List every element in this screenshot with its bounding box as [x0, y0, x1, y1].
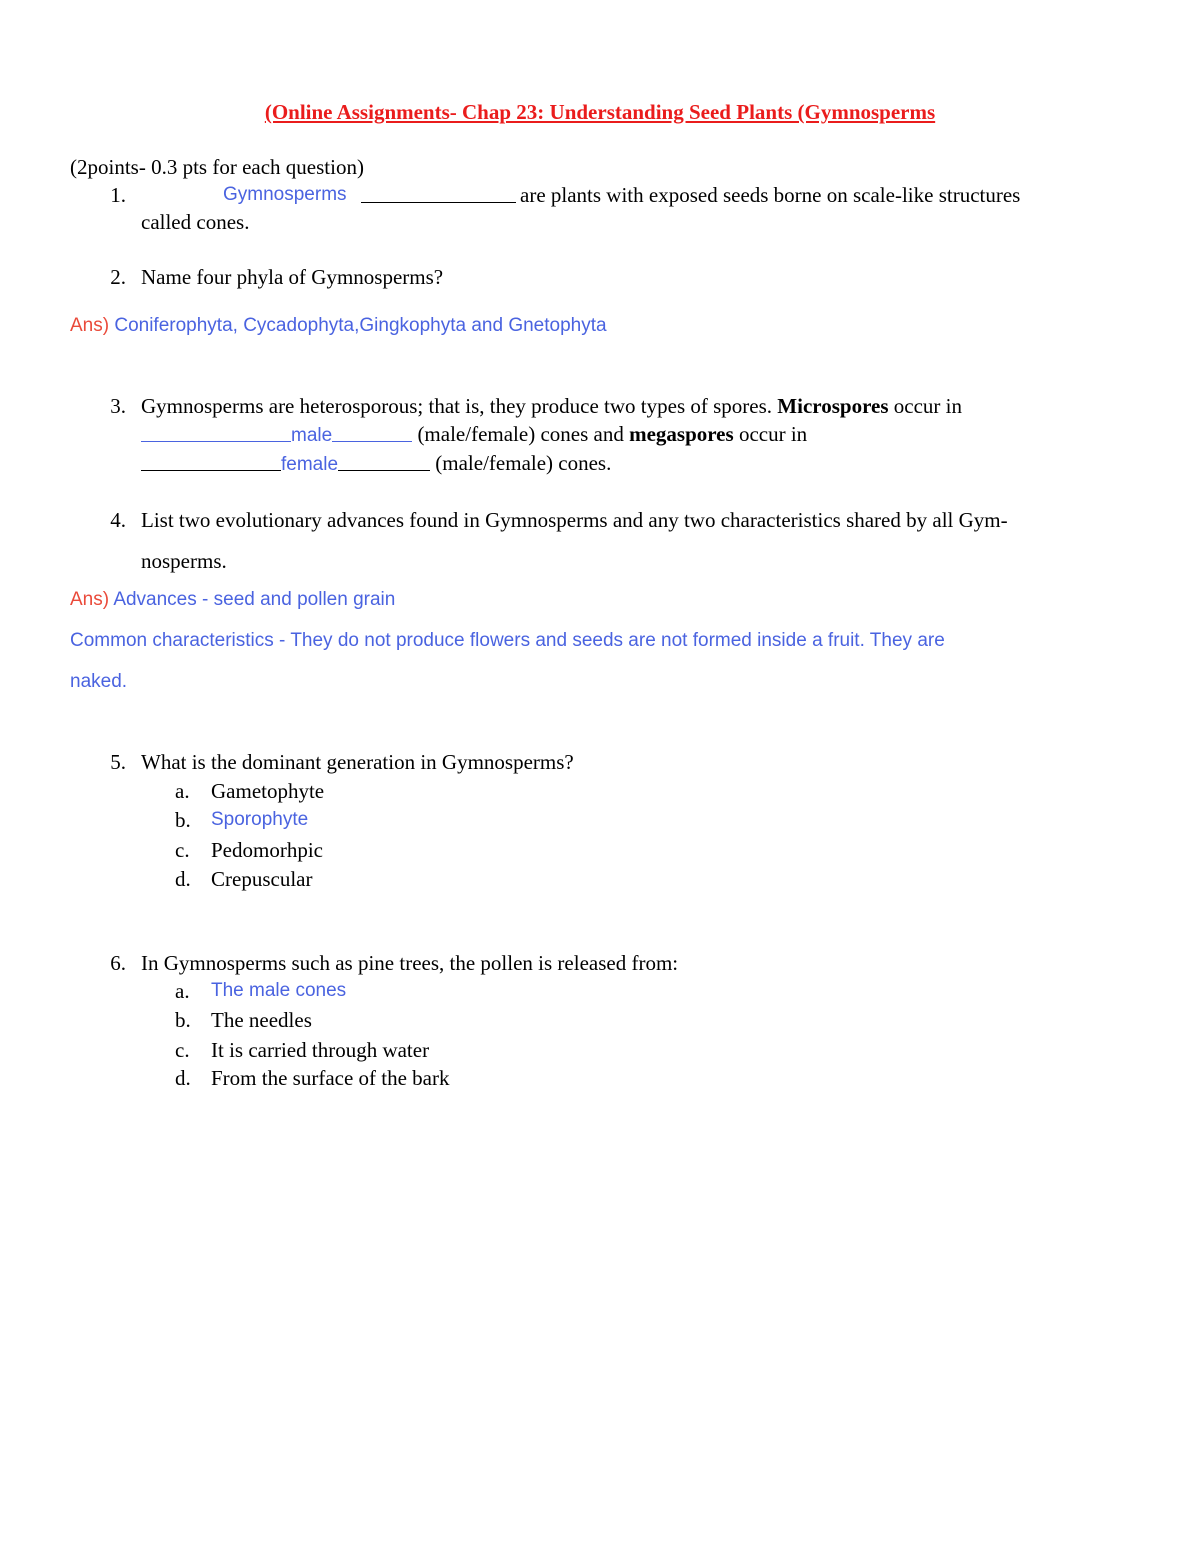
- answer-text: Advances - seed and pollen grain: [113, 589, 396, 610]
- option-5c[interactable]: [175, 838, 323, 862]
- option-letter: d.: [175, 1066, 191, 1090]
- question-number: 2.: [110, 265, 126, 289]
- answer-4-characteristics: Common characteristics - They do not produce flowers and seeds are not formed inside a fruit. They are: [70, 630, 945, 651]
- page-title: [0, 102, 1200, 123]
- question-number: 5.: [110, 750, 126, 774]
- answer-underline: [332, 440, 412, 442]
- answer-text: Coniferophyta, Cycadophyta,Gingkophyta and Gnetophyta: [114, 315, 607, 336]
- question-number: 3.: [110, 394, 126, 418]
- option-6a[interactable]: [175, 979, 347, 1003]
- option-text: It is carried through water: [211, 1038, 430, 1062]
- option-letter: c.: [175, 838, 190, 862]
- option-letter: b.: [175, 808, 191, 832]
- points-line: (2points- 0.3 pts for each question): [70, 155, 364, 179]
- answer-4-characteristics-line2: naked.: [70, 671, 128, 692]
- question-number: 4.: [110, 508, 126, 532]
- answer-underline: [338, 469, 430, 471]
- title-text: (Online Assignments- Chap 23: Understanding Seed Plants (Gymnosperms: [264, 100, 936, 124]
- option-6c[interactable]: [175, 1038, 430, 1062]
- option-text-correct: The male cones: [211, 980, 347, 1001]
- ans-label: Ans): [70, 315, 110, 336]
- option-text: Pedomorhpic: [211, 838, 323, 862]
- option-letter: b.: [175, 1008, 191, 1032]
- question-3-line2: male (male/female) cones and megaspores occur in: [141, 424, 807, 445]
- option-letter: c.: [175, 1038, 190, 1062]
- answer-underline: [141, 440, 291, 442]
- answer-blank-female[interactable]: female: [281, 454, 339, 475]
- question-1-line2: called cones.: [141, 210, 250, 234]
- question-4-line2: nosperms.: [141, 549, 227, 573]
- answer-blank-male[interactable]: male: [291, 425, 333, 446]
- answer-underline: [361, 201, 516, 203]
- document-page: (Online Assignments- Chap 23: Understanding Seed Plants (Gymnosperms (2points- 0.3 pts for each question) 1. Gymnosperms are plants with exposed seeds borne on scale-like structures called cones. 2. Name four phyla of Gymnosperms? Ans) Coniferophyta, Cycadophyta,Gingkophyta and Gnetophyta 3. Gymnosperms are heterosporous; that is, they produce two types of spores. Microspores occur in male (male/female) cones and megaspores occur in female (male/female) cones. 4. List two evolutionary advances found in Gymnosperms and any two characteristics shared by all Gym- nosperms. Ans) Advances - seed and pollen grain Common characteristics - They do not produce flowers and seeds are not formed inside a fruit. They are naked. 5. What is the dominant generation in Gymnosperms? a. Gametophyte b. Sporophyte c. Pedomorhpic d. Crepuscular 6. In Gymnosperms such as pine trees, the pollen is released from: a. The male cones b. The needles c. It is carried through water d. From the surface of the bark: [0, 0, 1200, 1553]
- option-text-correct: Sporophyte: [211, 809, 309, 830]
- question-text: Name four phyla of Gymnosperms?: [141, 265, 444, 289]
- question-text: List two evolutionary advances found in Gymnosperms and any two characteristics shared by all Gym-: [141, 508, 1008, 532]
- question-number: 6.: [110, 951, 126, 975]
- question-text: In Gymnosperms such as pine trees, the pollen is released from:: [141, 951, 679, 975]
- answer-4-advances: [70, 590, 395, 609]
- option-6b[interactable]: [175, 1008, 312, 1032]
- question-text: are plants with exposed seeds borne on scale-like structures: [520, 183, 1021, 207]
- option-5a[interactable]: [175, 779, 325, 803]
- option-text: From the surface of the bark: [211, 1066, 450, 1090]
- question-number: 1.: [110, 183, 126, 207]
- ans-label: Ans): [70, 589, 110, 610]
- option-letter: a.: [175, 979, 190, 1003]
- answer-underline: [141, 469, 281, 471]
- option-5b[interactable]: [175, 808, 309, 832]
- answer-2: [70, 316, 607, 335]
- option-text: Gametophyte: [211, 779, 325, 803]
- option-letter: a.: [175, 779, 190, 803]
- option-letter: d.: [175, 867, 191, 891]
- question-3-line3: female (male/female) cones.: [141, 453, 611, 474]
- option-text: Crepuscular: [211, 867, 313, 891]
- answer-blank-gymnosperms[interactable]: Gymnosperms: [223, 184, 347, 205]
- option-text: The needles: [211, 1008, 312, 1032]
- question-text: What is the dominant generation in Gymnosperms?: [141, 750, 574, 774]
- option-6d[interactable]: [175, 1066, 450, 1090]
- option-5d[interactable]: [175, 867, 313, 891]
